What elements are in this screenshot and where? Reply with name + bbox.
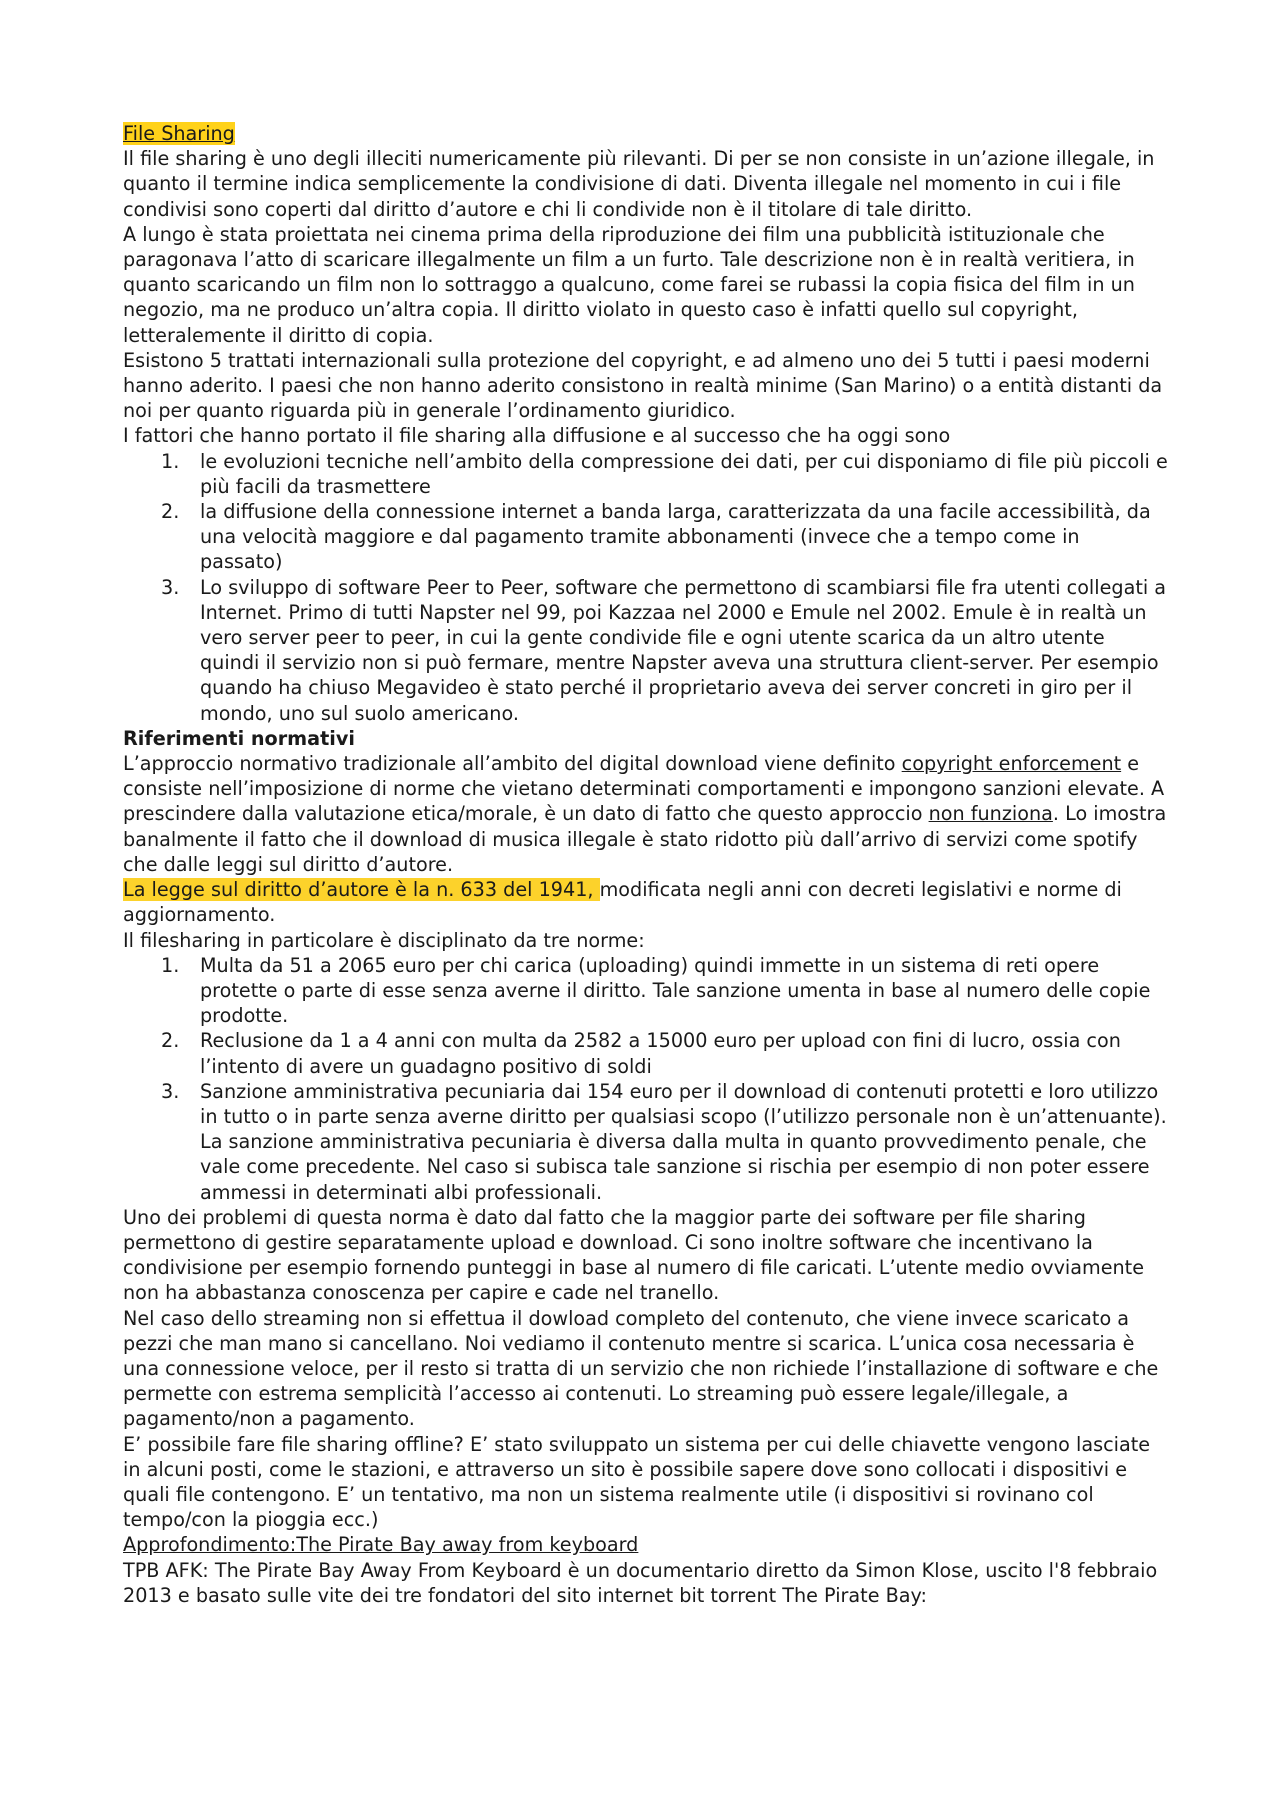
list-item: 1. le evoluzioni tecniche nell’ambito della compressione dei dati, per cui disponiamo di file più piccoli e più facili da trasmettere	[161, 449, 1168, 498]
title-highlight: File Sharing	[123, 122, 235, 145]
list-item: 2. Reclusione da 1 a 4 anni con multa da 2582 a 15000 euro per upload con fini di lucro, ossia con l’intento di avere un guadagno positivo di soldi	[161, 1029, 1121, 1078]
paragraph-factors: I fattori che hanno portato il file sharing alla diffusione e al successo che ha oggi sono	[123, 424, 951, 448]
factors-list	[123, 449, 1168, 726]
law-highlight: La legge sul diritto d’autore è la n. 633 del 1941,	[123, 878, 600, 902]
paragraph-offline: E’ possibile fare file sharing offline? E’ stato sviluppato un sistema per cui delle chiavette vengono lasciate in alcuni posti, come le stazioni, e attraverso un sito è possibile sapere dove sono collocati i dispositivi e quali file contengono. E’ un tentativo, ma non un sistema realmente utile (i dispositivi si rovinano col tempo/con la pioggia ecc.)	[123, 1432, 1151, 1532]
paragraph-norms-intro: Il filesharing in particolare è disciplinato da tre norme:	[123, 928, 645, 952]
list-item: 3. Lo sviluppo di software Peer to Peer, software che permettono di scambiarsi file fra utenti collegati a Internet. Primo di tutti Napster nel 99, poi Kazzaa nel 2000 e Emule nel 2002. Emule è in realtà un vero server peer to peer, in cui la gente condivide file e ogni utente scarica da un altro utente quindi il servizio non si può fermare, mentre Napster aveva una struttura client-server. Per esempio quando ha chiuso Megavideo è stato perché il proprietario aveva dei server concreti in giro per il mondo, uno sul suolo americano.	[161, 575, 1167, 725]
paragraph-tpb: TPB AFK: The Pirate Bay Away From Keyboard è un documentario diretto da Simon Klose, uscito l'8 febbraio 2013 e basato sulle vite dei tre fondatori del sito internet bit torrent The Pirate Bay:	[123, 1558, 1158, 1607]
heading-riferimenti: Riferimenti normativi	[123, 726, 355, 750]
norms-list	[123, 953, 1168, 1205]
paragraph-streaming: Nel caso dello streaming non si effettua il dowload completo del contenuto, che viene invece scaricato a pezzi che man mano si cancellano. Noi vediamo il contenuto mentre si scarica. L’unica cosa necessaria è una connessione veloce, per il resto si tratta di un servizio che non richiede l’installazione di software e che permette con estrema semplicità l’accesso ai contenuti. Lo streaming può essere legale/illegale, a pagamento/non a pagamento.	[123, 1306, 1159, 1431]
section-title	[123, 121, 1168, 146]
paragraph-cinema: A lungo è stata proiettata nei cinema prima della riproduzione dei film una pubblicità istituzionale che paragonava l’atto di scaricare illegalmente un film a un furto. Tale descrizione non è in realtà veritiera, in quanto scaricando un film non lo sottraggo a qualcuno, come farei se rubassi la copia fisica del film in un negozio, ma ne produco un’altra copia. Il diritto violato in questo caso è infatti quello sul copyright, letteralemente il diritto di copia.	[123, 222, 1135, 347]
paragraph-intro: Il file sharing è uno degli illeciti numericamente più rilevanti. Di per se non consiste in un’azione illegale, in quanto il termine indica semplicemente la condivisione di dati. Diventa illegale nel momento in cui i file condivisi sono coperti dal diritto d’autore e chi li condivide non è il titolare di tale diritto.	[123, 147, 1155, 221]
underlined-term: non funziona	[928, 802, 1053, 826]
list-item: 1. Multa da 51 a 2065 euro per chi carica (uploading) quindi immette in un sistema di reti opere protette o parte di esse senza averne il diritto. Tale sanzione umenta in base al numero delle copie prodotte.	[161, 953, 1151, 1028]
paragraph-law: La legge sul diritto d’autore è la n. 633 del 1941, modificata negli anni con decreti legislativi e norme di aggiornamento.	[123, 878, 1122, 927]
paragraph-problems: Uno dei problemi di questa norma è dato dal fatto che la maggior parte dei software per file sharing permettono di gestire separatamente upload e download. Ci sono inoltre software che incentivano la condivisione per esempio fornendo punteggi in base al numero di file caricati. L’utente medio ovviamente non ha abbastanza conoscenza per capire e cade nel tranello.	[123, 1205, 1144, 1305]
list-item: 2. la diffusione della connessione internet a banda larga, caratterizzata da una facile accessibilità, da una velocità maggiore e dal pagamento tramite abbonamenti (invece che a tempo come in passato)	[161, 500, 1151, 574]
heading-approfondimento: Approfondimento:The Pirate Bay away from keyboard	[123, 1533, 639, 1557]
paragraph-enforcement: L’approccio normativo tradizionale all’ambito del digital download viene definito copyright enforcement e consiste nell’imposizione di norme che vietano determinati comportamenti e impongono sanzioni elevate. A prescindere dalla valutazione etica/morale, è un dato di fatto che questo approccio non funziona. Lo imostra banalmente il fatto che il download di musica illegale è stato ridotto più dall’arrivo di servizi come spotify che dalle leggi sul diritto d’autore.	[123, 752, 1167, 876]
document-body	[123, 121, 1168, 1608]
underlined-term: copyright enforcement	[901, 752, 1122, 776]
list-item: 3. Sanzione amministrativa pecuniaria dai 154 euro per il download di contenuti protetti e loro utilizzo in tutto o in parte senza averne diritto per qualsiasi scopo (l’utilizzo personale non è un’attenuante). La sanzione amministrativa pecuniaria è diversa dalla multa in quanto provvedimento penale, che vale come precedente. Nel caso si subisca tale sanzione si rischia per esempio di non poter essere ammessi in determinati albi professionali.	[161, 1079, 1167, 1204]
paragraph-treaties: Esistono 5 trattati internazionali sulla protezione del copyright, e ad almeno uno dei 5 tutti i paesi moderni hanno aderito. I paesi che non hanno aderito consistono in realtà minime (San Marino) o a entità distanti da noi per quanto riguarda più in generale l’ordinamento giuridico.	[123, 348, 1163, 423]
